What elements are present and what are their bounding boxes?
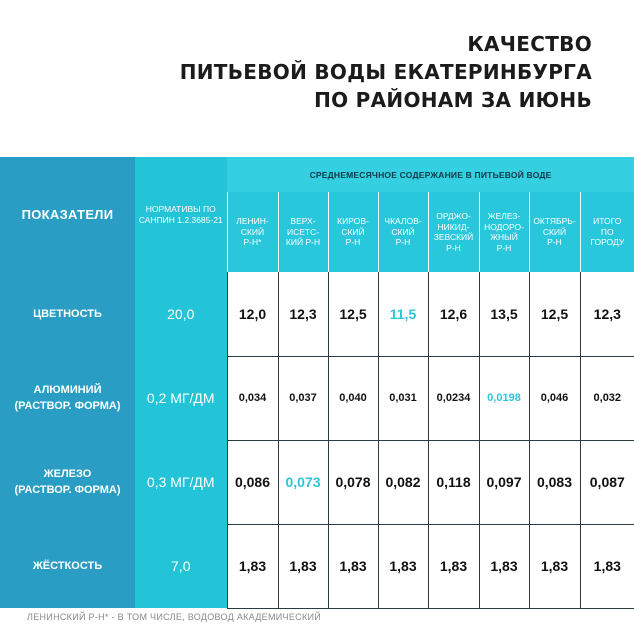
value-cell: 1,83	[278, 524, 328, 608]
norms-header	[135, 157, 227, 272]
value-cell: 0,040	[328, 356, 378, 440]
indicator-label: ЖЁСТКОСТЬ	[0, 524, 135, 608]
district-header: ОРДЖО- НИКИД- ЗЕВСКИЙ Р-Н	[428, 192, 479, 272]
title-line-1: КАЧЕСТВО	[467, 32, 592, 56]
value-cell: 0,118	[428, 440, 479, 524]
value-cell: 0,031	[378, 356, 428, 440]
indicators-header-label: ПОКАЗАТЕЛИ	[21, 207, 114, 222]
value-cell: 1,83	[378, 524, 428, 608]
value-cell: 0,078	[328, 440, 378, 524]
value-cell: 12,3	[278, 272, 328, 356]
page-title	[180, 30, 592, 114]
value-cell: 0,083	[529, 440, 580, 524]
norm-value: 0,2 МГ/ДМ	[135, 356, 227, 440]
value-cell: 0,087	[580, 440, 634, 524]
indicator-label: ЖЕЛЕЗО (РАСТВОР. ФОРМА)	[0, 440, 135, 524]
value-cell: 12,5	[328, 272, 378, 356]
district-header: ЖЕЛЕЗ- НОДОРО- ЖНЫЙ Р-Н	[479, 192, 529, 272]
value-cell: 0,082	[378, 440, 428, 524]
value-cell: 1,83	[479, 524, 529, 608]
indicators-header	[0, 157, 135, 272]
value-cell: 12,0	[227, 272, 278, 356]
district-header: ЧКАЛОВ- СКИЙ Р-Н	[378, 192, 428, 272]
footnote: ЛЕНИНСКИЙ Р-Н* - В ТОМ ЧИСЛЕ, ВОДОВОД АКАДЕМИЧЕСКИЙ	[27, 612, 322, 622]
value-cell: 0,037	[278, 356, 328, 440]
value-cell: 12,6	[428, 272, 479, 356]
value-cell: 1,83	[227, 524, 278, 608]
value-cell: 0,097	[479, 440, 529, 524]
value-cell: 12,5	[529, 272, 580, 356]
norm-value: 7,0	[135, 524, 227, 608]
title-line-3: ПО РАЙОНАМ ЗА ИЮНЬ	[314, 88, 592, 112]
indicator-label: АЛЮМИНИЙ (РАСТВОР. ФОРМА)	[0, 356, 135, 440]
value-cell: 12,3	[580, 272, 634, 356]
value-cell: 0,0234	[428, 356, 479, 440]
value-cell: 1,83	[428, 524, 479, 608]
district-header: ЛЕНИН- СКИЙ Р-Н*	[227, 192, 278, 272]
table-row	[0, 272, 634, 356]
value-cell: 0,0198	[479, 356, 529, 440]
district-header: ИТОГО ПО ГОРОДУ	[580, 192, 634, 272]
value-cell: 13,5	[479, 272, 529, 356]
value-cell: 1,83	[580, 524, 634, 608]
indicator-label: ЦВЕТНОСТЬ	[0, 272, 135, 356]
district-header: КИРОВ- СКИЙ Р-Н	[328, 192, 378, 272]
district-header: ВЕРХ- ИСЕТС- КИЙ Р-Н	[278, 192, 328, 272]
table-row	[0, 524, 634, 608]
value-cell: 0,032	[580, 356, 634, 440]
group-header	[227, 157, 634, 192]
value-cell: 0,034	[227, 356, 278, 440]
district-header: ОКТЯБРЬ- СКИЙ Р-Н	[529, 192, 580, 272]
value-cell: 0,046	[529, 356, 580, 440]
water-quality-table	[0, 157, 634, 609]
norm-value: 0,3 МГ/ДМ	[135, 440, 227, 524]
value-cell: 11,5	[378, 272, 428, 356]
norms-header-label: НОРМАТИВЫ ПО САНПИН 1.2.3685-21	[138, 203, 223, 225]
table-row	[0, 440, 634, 524]
table-row	[0, 356, 634, 440]
value-cell: 1,83	[529, 524, 580, 608]
value-cell: 0,073	[278, 440, 328, 524]
norm-value: 20,0	[135, 272, 227, 356]
title-line-2: ПИТЬЕВОЙ ВОДЫ ЕКАТЕРИНБУРГА	[179, 60, 592, 84]
value-cell: 1,83	[328, 524, 378, 608]
value-cell: 0,086	[227, 440, 278, 524]
group-header-label: СРЕДНЕМЕСЯЧНОЕ СОДЕРЖАНИЕ В ПИТЬЕВОЙ ВОДЕ	[309, 169, 552, 180]
